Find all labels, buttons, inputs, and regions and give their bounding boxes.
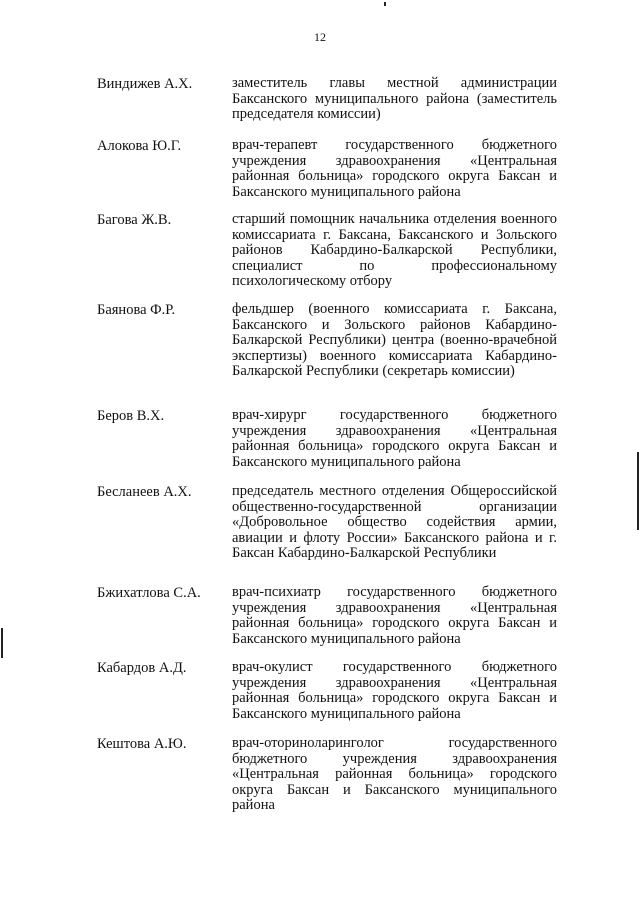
member-name: Бжихатлова С.А. (97, 585, 201, 601)
member-name: Бесланеев А.Х. (97, 484, 192, 500)
scan-edge-mark (637, 452, 639, 530)
member-name: Алокова Ю.Г. (97, 138, 182, 154)
member-role: фельдшер (военного комиссариата г. Баксана, Баксанского и Зольского районов Кабардино-Балкарской Республики) центра (военно-врачебной экспертизы) военного комиссариата Кабардино-Балкарской Республики (секретарь комиссии) (232, 301, 557, 379)
member-name: Кештова А.Ю. (97, 736, 187, 752)
member-name: Виндижев А.Х. (97, 76, 193, 92)
scan-speck (384, 2, 386, 6)
member-role: старший помощник начальника отделения военного комиссариата г. Баксана, Баксанского и Зольского районов Кабардино-Балкарской Республики, специалист по профессиональному психологическому отбору (232, 211, 557, 289)
member-name: Баянова Ф.Р. (97, 302, 176, 318)
member-role: врач-хирург государственного бюджетного учреждения здравоохранения «Центральная районная больница» городского округа Баксан и Баксанского муниципального района (232, 407, 557, 470)
member-name: Беров В.Х. (97, 408, 165, 424)
member-role: врач-окулист государственного бюджетного учреждения здравоохранения «Центральная районная больница» городского округа Баксан и Баксанского муниципального района (232, 659, 557, 722)
member-role: врач-психиатр государственного бюджетного учреждения здравоохранения «Центральная районная больница» городского округа Баксан и Баксанского муниципального района (232, 584, 557, 647)
member-role: заместитель главы местной администрации Баксанского муниципального района (заместитель председателя комиссии) (232, 75, 557, 122)
member-role: врач-оториноларинголог государственного бюджетного учреждения здравоохранения «Центральная районная больница» городского округа Баксан и Баксанского муниципального района (232, 735, 557, 813)
scan-edge-mark (1, 628, 3, 658)
member-name: Кабардов А.Д. (97, 660, 187, 676)
page-number: 12 (314, 30, 326, 44)
member-role: председатель местного отделения Общероссийской общественно-государственной организации «Добровольное общество содействия армии, авиации и флоту России» Баксанского района и г. Баксан Кабардино-Балкарской Республики (232, 483, 557, 561)
member-name: Багова Ж.В. (97, 212, 172, 228)
member-role: врач-терапевт государственного бюджетного учреждения здравоохранения «Центральная районная больница» городского округа Баксан и Баксанского муниципального района (232, 137, 557, 200)
